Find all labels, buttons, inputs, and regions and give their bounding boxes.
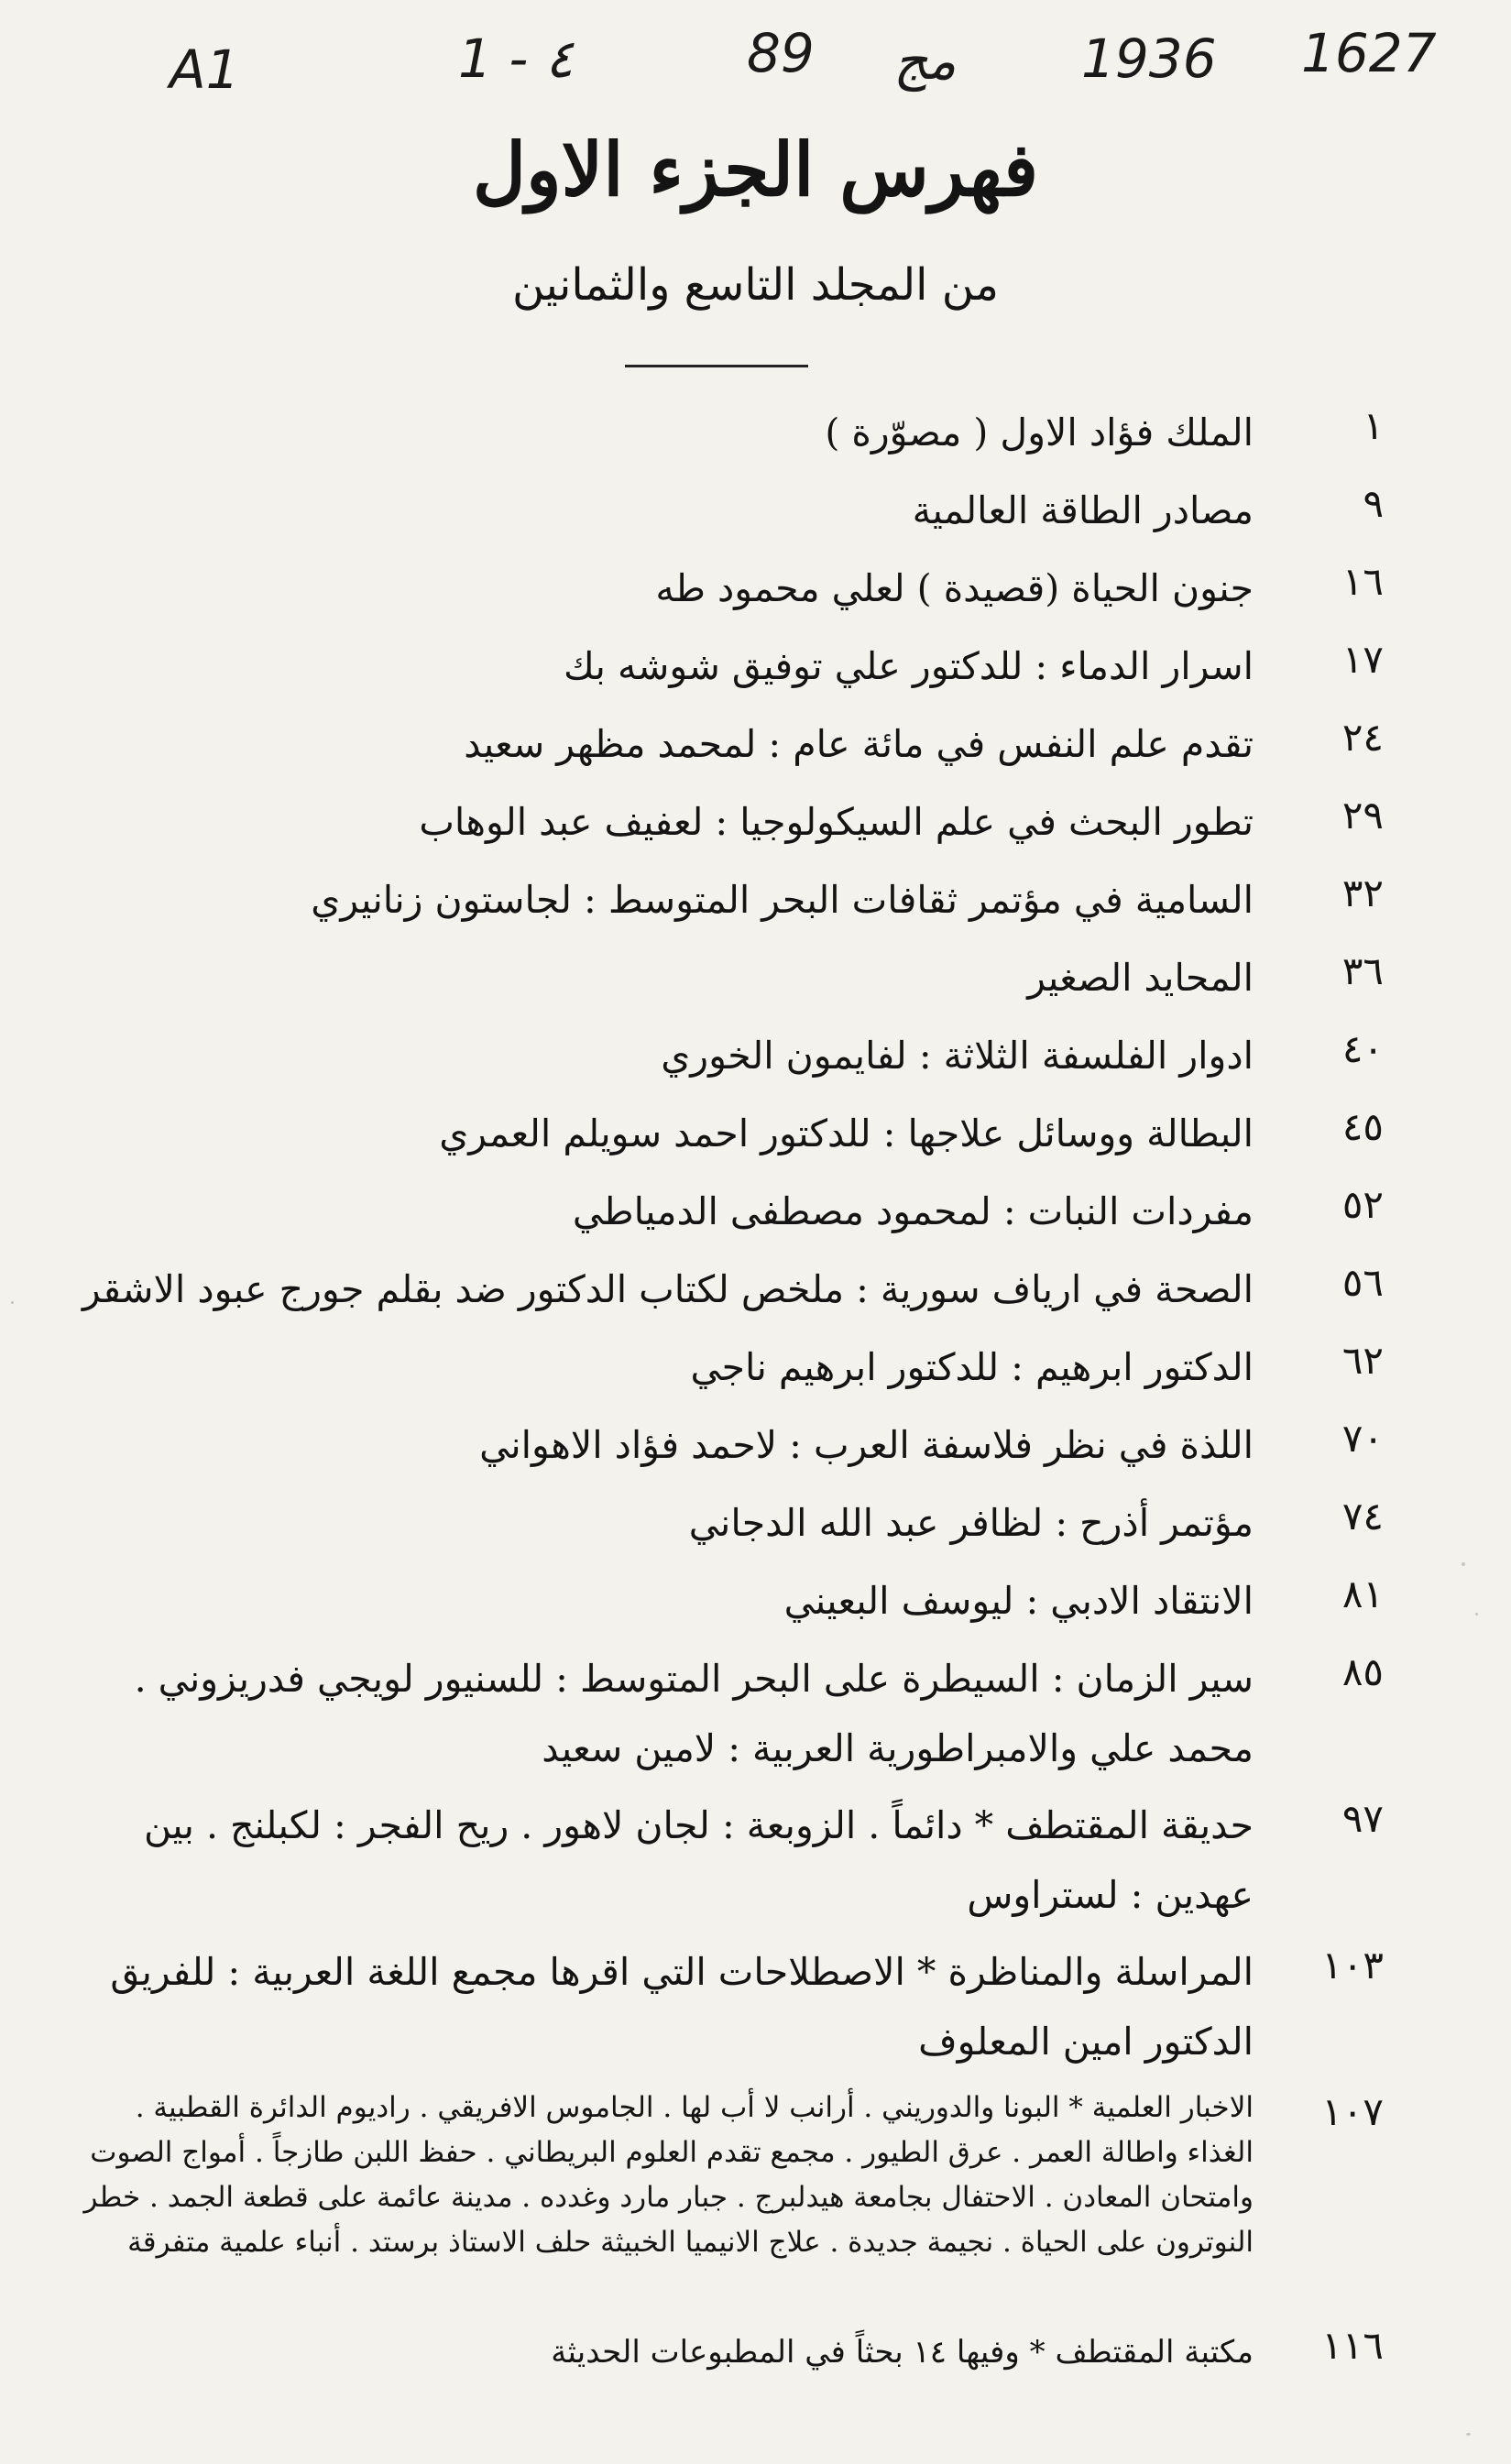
handwritten-note-year: 1936 bbox=[1081, 27, 1217, 90]
paper-speck bbox=[1475, 1613, 1478, 1615]
toc-entry-title: حديقة المقتطف * دائماً . الزوبعة : لجان لاهور . ريح الفجر : لكبلنج . بين عهدين : لستراوس bbox=[143, 1803, 1254, 1917]
toc-entry bbox=[64, 1483, 1384, 1561]
toc-entry-title: اسرار الدماء : للدكتور علي توفيق شوشه بك bbox=[564, 644, 1254, 688]
toc-entry bbox=[64, 1327, 1384, 1405]
toc-entry bbox=[64, 1785, 1384, 1932]
toc-page-number: ٨١ bbox=[1341, 1571, 1384, 1616]
toc-entry bbox=[64, 782, 1384, 860]
toc-entry-title: المحايد الصغير bbox=[1027, 956, 1254, 1000]
toc-page-number: ٢٩ bbox=[1341, 793, 1384, 838]
toc-entry bbox=[64, 1932, 1384, 2078]
toc-page-number: ٩ bbox=[1363, 481, 1384, 526]
toc-entry bbox=[64, 1015, 1384, 1093]
handwritten-note-number: 1627 bbox=[1301, 22, 1437, 84]
toc-entry-title: تطور البحث في علم السيكولوجيا : لعفيف عبد الوهاب bbox=[419, 800, 1254, 844]
toc-entry bbox=[64, 2312, 1384, 2390]
toc-page-number: ١ bbox=[1363, 403, 1384, 448]
toc-entry bbox=[64, 548, 1384, 626]
toc-entry bbox=[64, 1171, 1384, 1249]
toc-page-number: ٨٥ bbox=[1341, 1649, 1384, 1694]
toc-entry-title: السامية في مؤتمر ثقافات البحر المتوسط : لجاستون زنانيري bbox=[311, 878, 1254, 922]
table-of-contents bbox=[64, 392, 1384, 2390]
toc-entry-title: مفردات النبات : لمحمود مصطفى الدمياطي bbox=[572, 1189, 1254, 1233]
toc-entry-title: الملك فؤاد الاول ( مصوّرة ) bbox=[825, 411, 1254, 454]
handwritten-note-shelf: A1 bbox=[170, 38, 240, 101]
title-divider bbox=[625, 365, 808, 367]
page-title: فهرس الجزء الاول bbox=[472, 126, 1039, 213]
toc-entry-title: تقدم علم النفس في مائة عام : لمحمد مظهر سعيد bbox=[464, 722, 1254, 766]
handwritten-note-volume-label: مج bbox=[893, 29, 957, 92]
toc-entry-title: سير الزمان : السيطرة على البحر المتوسط : للسنيور لويجي فدريزوني . محمد علي والامبراطورية العربية : لامين سعيد bbox=[134, 1657, 1254, 1770]
toc-page-number: ١٦ bbox=[1341, 559, 1384, 604]
toc-page-number: ٦٢ bbox=[1341, 1338, 1384, 1383]
toc-entry-title: البطالة ووسائل علاجها : للدكتور احمد سويلم العمري bbox=[439, 1112, 1254, 1155]
toc-entry bbox=[64, 860, 1384, 937]
toc-entry-title: مصادر الطاقة العالمية bbox=[912, 488, 1254, 532]
handwritten-note-volume: 89 bbox=[747, 22, 815, 84]
toc-page-number: ٣٦ bbox=[1341, 948, 1384, 993]
toc-page-number: ١١٦ bbox=[1321, 2323, 1384, 2368]
toc-page-number: ٥٦ bbox=[1341, 1260, 1384, 1305]
paper-speck bbox=[1462, 1562, 1465, 1566]
toc-page-number: ٤٥ bbox=[1341, 1104, 1384, 1149]
toc-page-number: ٧٠ bbox=[1341, 1416, 1384, 1461]
toc-entry bbox=[64, 704, 1384, 782]
toc-page-number: ٣٢ bbox=[1341, 871, 1384, 915]
toc-entry-title: المراسلة والمناظرة * الاصطلاحات التي اقرها مجمع اللغة العربية : للفريق الدكتور امين المعلوف bbox=[110, 1950, 1254, 2064]
paper-speck bbox=[11, 1301, 14, 1304]
toc-entry bbox=[64, 1638, 1384, 1785]
toc-entry bbox=[64, 937, 1384, 1015]
paper-speck bbox=[1466, 2433, 1471, 2436]
toc-entry-title: الصحة في ارياف سورية : ملخص لكتاب الدكتور ضد بقلم جورج عبود الاشقر bbox=[82, 1267, 1254, 1311]
handwritten-note-part: 1 - ٤ bbox=[458, 27, 574, 90]
toc-entry-title: مؤتمر أذرح : لظافر عبد الله الدجاني bbox=[688, 1501, 1254, 1545]
toc-page-number: ٧٤ bbox=[1341, 1494, 1384, 1539]
toc-page-number: ١٠٣ bbox=[1321, 1943, 1384, 1988]
toc-entry-title: الانتقاد الادبي : ليوسف البعيني bbox=[783, 1579, 1254, 1623]
toc-entry-title: الدكتور ابرهيم : للدكتور ابرهيم ناجي bbox=[690, 1345, 1254, 1389]
toc-page-number: ١٧ bbox=[1341, 637, 1384, 682]
toc-page-number: ٩٧ bbox=[1341, 1796, 1384, 1841]
toc-entry bbox=[64, 1405, 1384, 1483]
toc-entry bbox=[64, 1249, 1384, 1327]
page-subtitle: من المجلد التاسع والثمانين bbox=[511, 259, 1000, 311]
toc-entry-title: اللذة في نظر فلاسفة العرب : لاحمد فؤاد الاهواني bbox=[479, 1423, 1254, 1467]
toc-page-number: ٢٤ bbox=[1341, 715, 1384, 760]
toc-page-number: ٥٢ bbox=[1341, 1182, 1384, 1227]
toc-page-number: ١٠٧ bbox=[1321, 2089, 1384, 2134]
toc-entry bbox=[64, 392, 1384, 470]
toc-entry-title: مكتبة المقتطف * وفيها ١٤ بحثاً في المطبوعات الحديثة bbox=[551, 2334, 1254, 2371]
toc-entry-title: الاخبار العلمية * البونا والدوريني . أرانب لا أب لها . الجاموس الافريقي . راديوم الدائرة القطبية . الغذاء واطالة العمر . عرق الطيور . مجمع تقدم العلوم البريطاني . حفظ اللبن طازجاً . أمواج الصوت وامتحان المعادن . الاحتفال بجامعة هيدلبرج . جبار مارد وغدده . مدينة عائمة على قطعة الجمد . خطر النوترون على الحياة . نجيمة جديدة . علاج الانيميا الخبيثة حلف الاستاذ برستد . أنباء علمية متفرقة bbox=[83, 2091, 1254, 2259]
toc-page-number: ٤٠ bbox=[1341, 1026, 1384, 1071]
toc-entry bbox=[64, 626, 1384, 704]
toc-entry-title: ادوار الفلسفة الثلاثة : لفايمون الخوري bbox=[661, 1034, 1254, 1078]
toc-entry-title: جنون الحياة (قصيدة ) لعلي محمود طه bbox=[655, 566, 1254, 610]
toc-entry bbox=[64, 2078, 1384, 2312]
toc-entry bbox=[64, 1093, 1384, 1171]
toc-entry bbox=[64, 470, 1384, 548]
toc-entry bbox=[64, 1561, 1384, 1638]
